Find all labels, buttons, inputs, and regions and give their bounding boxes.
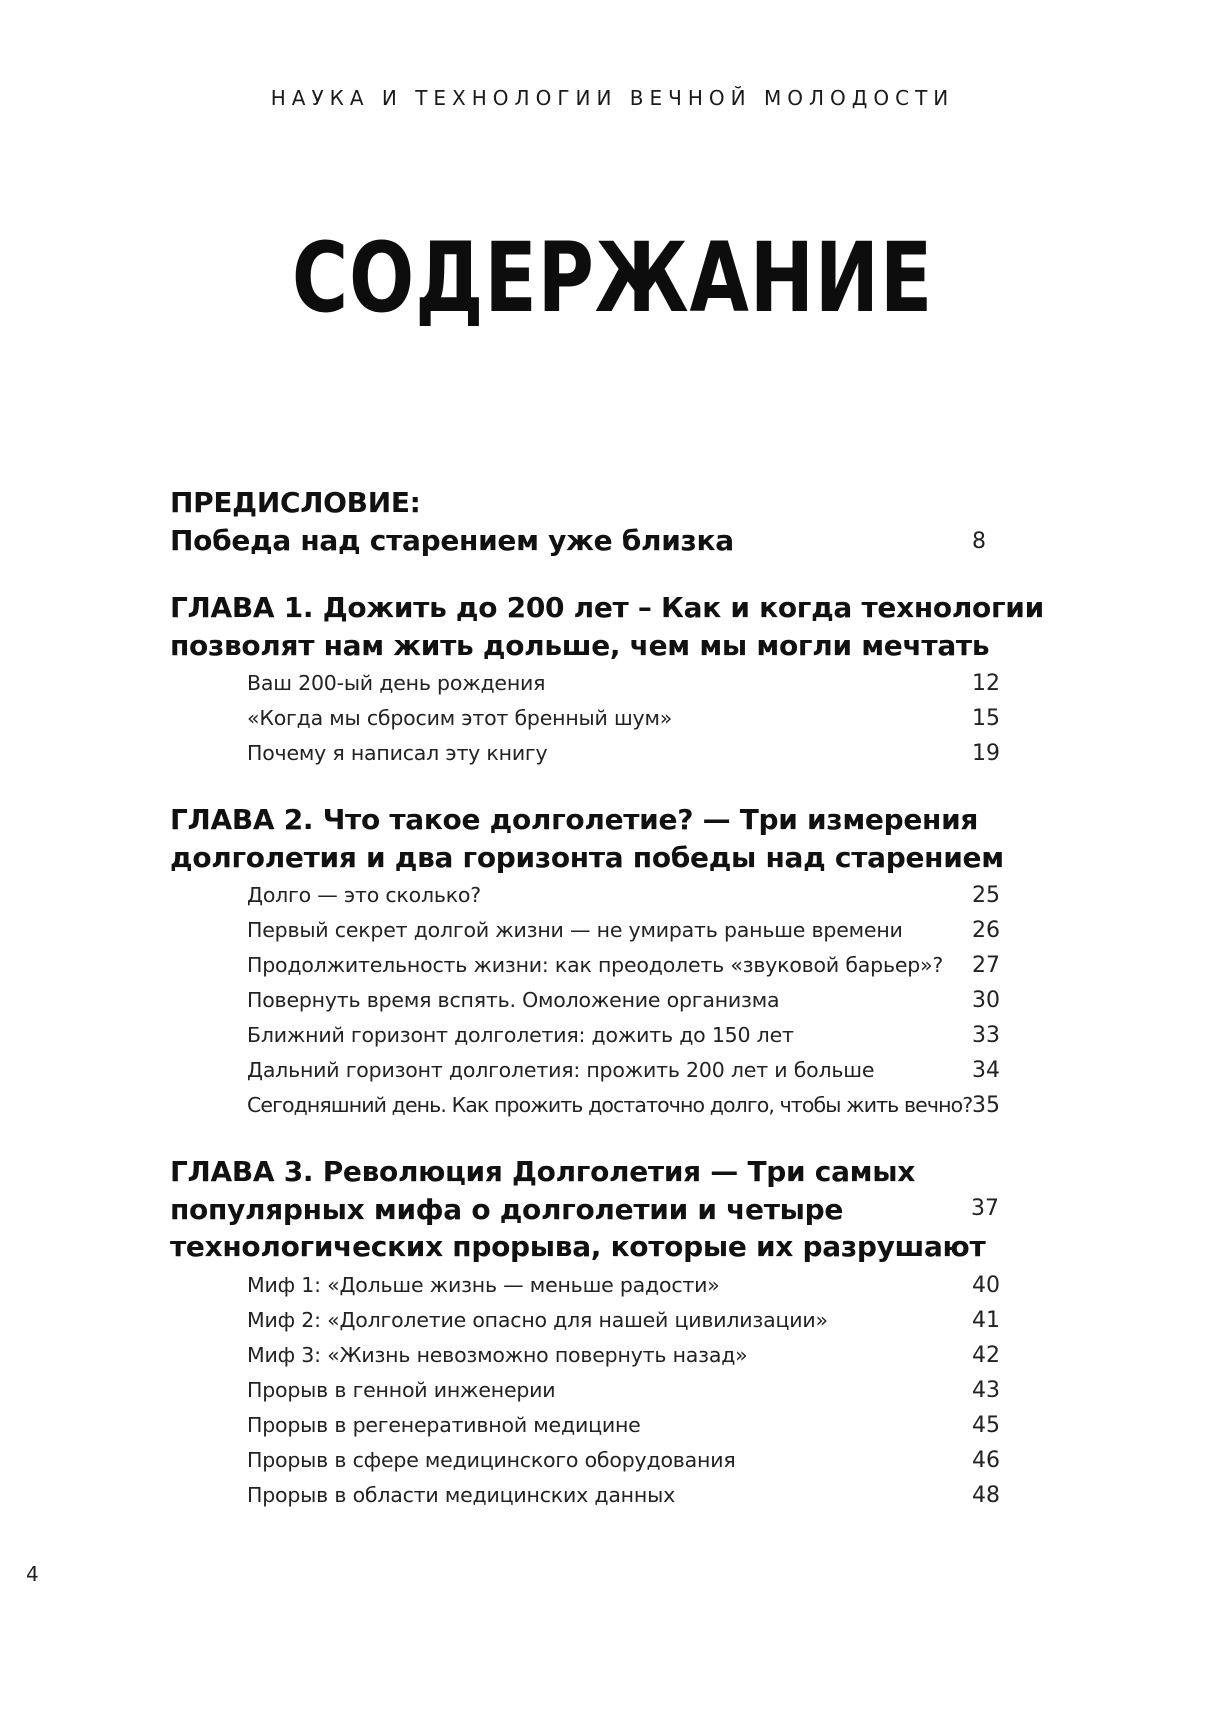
toc-heading-chapter-2[interactable] bbox=[170, 801, 1020, 876]
toc-heading-line: Победа над старением уже близка bbox=[170, 523, 734, 557]
toc-heading-line: популярных мифа о долголетии и четыре bbox=[170, 1192, 844, 1226]
toc-page-number: 41 bbox=[972, 1307, 1000, 1333]
toc-entry-label: Почему я написал эту книгу bbox=[247, 741, 548, 765]
toc-entry[interactable] bbox=[170, 1373, 1020, 1408]
toc-entry[interactable] bbox=[170, 666, 1020, 701]
toc-page-number: 34 bbox=[972, 1058, 1000, 1083]
toc-page-number: 30 bbox=[972, 988, 1000, 1013]
toc-entry-label: Повернуть время вспять. Омоложение организма bbox=[247, 988, 780, 1012]
toc-entry[interactable] bbox=[170, 736, 1020, 771]
toc-heading-line: технологических прорыва, которые их разрушают bbox=[170, 1230, 986, 1263]
toc-entry[interactable] bbox=[170, 878, 1020, 913]
toc-page-number: 19 bbox=[972, 741, 1000, 766]
toc-page-number: 45 bbox=[972, 1412, 1000, 1438]
toc-heading-line: ГЛАВА 3. Революция Долголетия — Три самых bbox=[170, 1155, 916, 1188]
toc-sublist-chapter-3 bbox=[170, 1268, 1020, 1513]
toc-section-chapter-3 bbox=[170, 1153, 1020, 1513]
toc-entry-label: Прорыв в регенеративной медицине bbox=[247, 1412, 641, 1437]
toc-entry[interactable] bbox=[170, 1478, 1020, 1513]
toc-page-number: 15 bbox=[972, 706, 1000, 731]
toc-heading-text bbox=[170, 801, 1004, 876]
toc-heading-line: долголетия и два горизонта победы над старением bbox=[170, 840, 1004, 874]
toc-entry-label: Миф 3: «Жизнь невозможно повернуть назад» bbox=[247, 1342, 748, 1367]
toc-page-number: 35 bbox=[972, 1093, 1000, 1118]
toc-entry[interactable] bbox=[170, 1443, 1020, 1478]
toc-entry-label: Первый секрет долгой жизни — не умирать раньше времени bbox=[247, 918, 903, 942]
toc-entry[interactable] bbox=[170, 913, 1020, 948]
toc-entry-label: Сегодняшний день. Как прожить достаточно долго, чтобы жить вечно? bbox=[247, 1093, 973, 1117]
toc-entry[interactable] bbox=[170, 701, 1020, 736]
toc-entry[interactable] bbox=[170, 1303, 1020, 1338]
toc-heading-text bbox=[170, 589, 1044, 664]
toc-entry[interactable] bbox=[170, 983, 1020, 1018]
toc-section-chapter-2 bbox=[170, 801, 1020, 1123]
toc-entry[interactable] bbox=[170, 1408, 1020, 1443]
toc-entry[interactable] bbox=[170, 948, 1020, 983]
toc-heading-preface[interactable] bbox=[170, 484, 1020, 559]
toc-page-number: 27 bbox=[972, 953, 1000, 978]
toc-section-chapter-1 bbox=[170, 589, 1044, 771]
page-title: СОДЕРЖАНИЕ bbox=[291, 222, 934, 334]
toc-entry-label: Прорыв в сфере медицинского оборудования bbox=[247, 1447, 736, 1472]
toc-page-number: 42 bbox=[972, 1342, 1000, 1368]
toc-heading-line: ГЛАВА 2. Что такое долголетие? — Три измерения bbox=[170, 803, 979, 836]
toc-section-preface bbox=[170, 484, 1020, 559]
toc-entry-label: Продолжительность жизни: как преодолеть «звуковой барьер»? bbox=[247, 953, 944, 977]
running-head: НАУКА И ТЕХНОЛОГИИ ВЕЧНОЙ МОЛОДОСТИ bbox=[270, 86, 955, 110]
toc-page-number: 26 bbox=[972, 918, 1000, 943]
toc-entry-label: Прорыв в области медицинских данных bbox=[247, 1482, 676, 1507]
toc-entry[interactable] bbox=[170, 1018, 1020, 1053]
toc-heading-text bbox=[170, 484, 960, 559]
toc-entry-label: «Когда мы сбросим этот бренный шум» bbox=[247, 706, 673, 730]
toc-entry[interactable] bbox=[170, 1268, 1020, 1303]
toc-entry-label: Миф 2: «Долголетие опасно для нашей цивилизации» bbox=[247, 1307, 828, 1332]
toc-heading-line: ПРЕДИСЛОВИЕ: bbox=[170, 486, 421, 519]
toc-entry-label: Миф 1: «Дольше жизнь — меньше радости» bbox=[247, 1272, 720, 1297]
toc-page-number: 25 bbox=[972, 883, 1000, 908]
toc-page-number: 48 bbox=[972, 1482, 1000, 1508]
table-of-contents bbox=[170, 484, 1044, 1513]
toc-page-number: 37 bbox=[971, 1196, 999, 1222]
toc-page-number: 43 bbox=[972, 1377, 1000, 1403]
page-number: 4 bbox=[26, 1562, 39, 1586]
toc-heading-chapter-1[interactable] bbox=[170, 589, 1044, 664]
toc-entry-label: Долго — это сколько? bbox=[247, 883, 481, 907]
toc-sublist-chapter-1 bbox=[170, 666, 1020, 771]
toc-entry[interactable] bbox=[170, 1338, 1020, 1373]
toc-page-number: 33 bbox=[972, 1023, 1000, 1048]
toc-page-number: 8 bbox=[972, 529, 986, 554]
toc-entry[interactable] bbox=[170, 1088, 1020, 1123]
toc-heading-line: ГЛАВА 1. Дожить до 200 лет – Как и когда технологии bbox=[170, 591, 1044, 624]
toc-entry[interactable] bbox=[170, 1053, 1020, 1088]
toc-entry-label: Ваш 200-ый день рождения bbox=[247, 671, 546, 695]
toc-page-number: 12 bbox=[972, 671, 1000, 696]
toc-sublist-chapter-2 bbox=[170, 878, 1020, 1123]
toc-entry-label: Дальний горизонт долголетия: прожить 200 лет и больше bbox=[247, 1058, 875, 1082]
toc-entry-label: Ближний горизонт долголетия: дожить до 150 лет bbox=[247, 1023, 794, 1047]
toc-heading-chapter-3[interactable] bbox=[170, 1153, 1020, 1266]
toc-page-number: 46 bbox=[972, 1447, 1000, 1473]
toc-page-number: 40 bbox=[972, 1272, 1000, 1298]
toc-heading-line: позволят нам жить дольше, чем мы могли мечтать bbox=[170, 628, 990, 662]
toc-entry-label: Прорыв в генной инженерии bbox=[247, 1377, 556, 1402]
